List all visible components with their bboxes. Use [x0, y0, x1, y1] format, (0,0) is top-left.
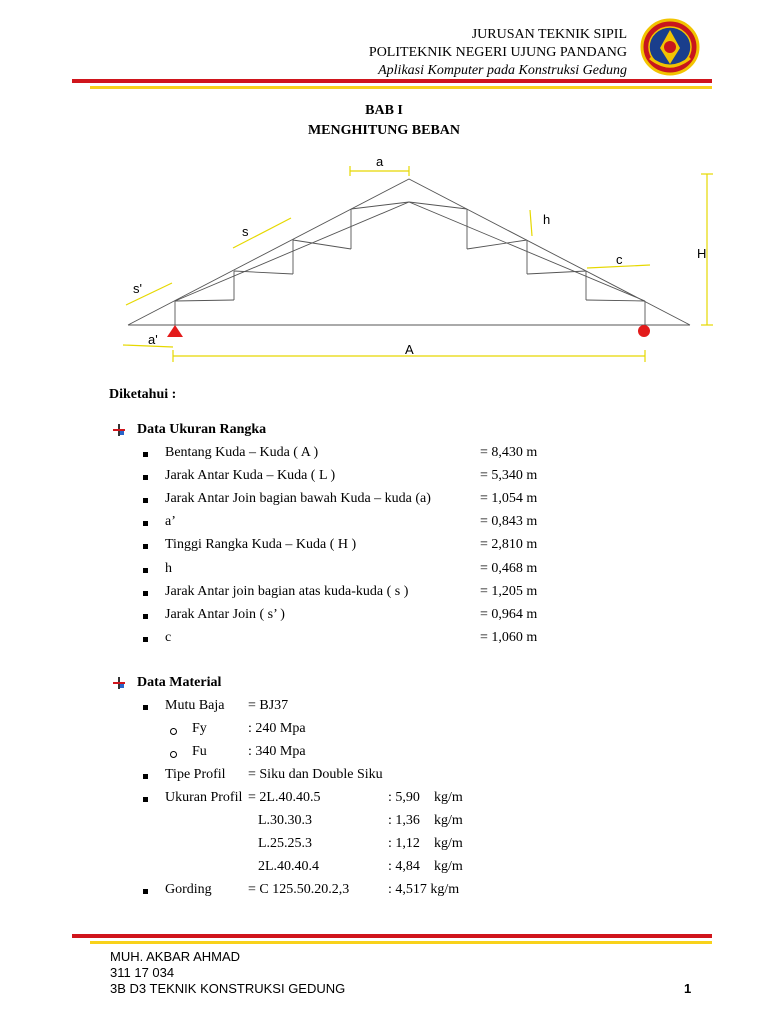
- chapter-title: MENGHITUNG BEBAN: [307, 123, 461, 138]
- list-bullet: [143, 475, 148, 480]
- footer-divider-yellow: [90, 941, 712, 944]
- frame-item-label: a’: [165, 514, 176, 530]
- list-bullet: [143, 797, 148, 802]
- profile-unit: kg/m: [434, 859, 463, 874]
- header-institution: POLITEKNIK NEGERI UJUNG PANDANG: [368, 45, 627, 60]
- profile-unit: kg/m: [434, 836, 463, 851]
- label-H: H: [697, 246, 707, 261]
- label-h: h: [543, 212, 551, 227]
- frame-item-label: c: [165, 629, 172, 645]
- frame-item-label: Tinggi Rangka Kuda – Kuda ( H ): [165, 537, 357, 553]
- sub-bullet: [170, 728, 177, 735]
- frame-item-value: = 5,340 m: [480, 468, 538, 484]
- header-divider-yellow: [90, 86, 712, 89]
- profile-name: = 2L.40.40.5: [248, 790, 321, 805]
- institution-seal-icon: [640, 18, 700, 76]
- profile-name: L.30.30.3: [258, 813, 313, 828]
- page-number: 1: [684, 981, 692, 996]
- profile-weight: : 5,90: [388, 790, 420, 805]
- list-bullet: [143, 889, 148, 894]
- frame-item-value: = 8,430 m: [480, 445, 538, 460]
- section-title-frame: Data Ukuran Rangka: [137, 422, 267, 437]
- list-bullet: [143, 544, 148, 549]
- profile-name: L.25.25.3: [258, 836, 313, 851]
- label-s: s: [242, 224, 249, 239]
- profile-type-value: = Siku dan Double Siku: [248, 767, 383, 782]
- frame-item-label: Jarak Antar Join bagian bawah Kuda – kuda (a): [165, 491, 431, 507]
- frame-item-label: h: [165, 560, 172, 576]
- list-bullet: [143, 591, 148, 596]
- profile-type-label: Tipe Profil: [165, 767, 226, 782]
- purlin-name: = C 125.50.20.2,3: [248, 882, 350, 897]
- footer-author: MUH. AKBAR AHMAD: [110, 949, 241, 964]
- label-a: a: [376, 154, 384, 169]
- frame-item-label: Jarak Antar Kuda – Kuda ( L ): [165, 468, 336, 484]
- frame-item-value: = 0,843 m: [480, 514, 538, 530]
- steel-grade-value: = BJ37: [248, 698, 289, 713]
- frame-item-value: = 0,964 m: [480, 606, 538, 622]
- fy-label: Fy: [192, 721, 207, 736]
- fy-value: : 240 Mpa: [248, 721, 306, 736]
- list-bullet: [143, 705, 148, 710]
- frame-item-value: = 0,468 m: [480, 560, 538, 576]
- list-bullet: [143, 568, 148, 573]
- header-divider-red: [72, 79, 712, 83]
- footer-student-id: 311 17 034: [110, 965, 175, 980]
- fu-label: Fu: [192, 744, 207, 759]
- list-bullet: [143, 452, 148, 457]
- profile-weight: : 1,36: [388, 813, 420, 828]
- section-marker-icon: [113, 424, 125, 436]
- profile-size-label: Ukuran Profil: [165, 790, 243, 805]
- profile-unit: kg/m: [434, 790, 463, 805]
- frame-item-value: = 1,054 m: [480, 491, 538, 507]
- list-bullet: [143, 498, 148, 503]
- frame-item-value: = 1,060 m: [480, 629, 538, 645]
- frame-item-value: = 1,205 m: [480, 583, 538, 599]
- label-c: c: [616, 252, 623, 267]
- footer-program: 3B D3 TEKNIK KONSTRUKSI GEDUNG: [110, 981, 346, 996]
- list-bullet: [143, 614, 148, 619]
- truss-diagram: [95, 152, 720, 377]
- profile-unit: kg/m: [434, 813, 463, 828]
- purlin-label: Gording: [165, 882, 212, 897]
- purlin-weight: : 4,517 kg/m: [388, 882, 460, 897]
- given-label: Diketahui :: [109, 387, 177, 402]
- steel-grade-label: Mutu Baja: [165, 698, 225, 713]
- roller-support-icon: [638, 325, 650, 337]
- list-bullet: [143, 521, 148, 526]
- frame-item-value: = 2,810 m: [480, 537, 538, 553]
- truss-members: [128, 179, 690, 325]
- label-s-prime: s': [133, 281, 142, 296]
- frame-item-label: Jarak Antar join bagian atas kuda-kuda ( s ): [165, 583, 409, 599]
- profile-weight: : 4,84: [388, 859, 420, 874]
- label-a-prime: a': [148, 332, 158, 347]
- section-title-material: Data Material: [137, 675, 222, 690]
- chapter-number: BAB I: [365, 103, 403, 118]
- pin-support-icon: [167, 325, 183, 337]
- frame-item-label: Bentang Kuda – Kuda ( A ): [165, 445, 319, 460]
- fu-value: : 340 Mpa: [248, 744, 306, 759]
- list-bullet: [143, 774, 148, 779]
- section-marker-icon: [113, 677, 125, 689]
- header-course: Aplikasi Komputer pada Konstruksi Gedung: [378, 63, 627, 78]
- label-A: A: [405, 342, 414, 357]
- header-department: JURUSAN TEKNIK SIPIL: [471, 27, 627, 42]
- dimension-lines: [123, 166, 713, 362]
- sub-bullet: [170, 751, 177, 758]
- frame-item-label: Jarak Antar Join ( s’ ): [165, 606, 285, 622]
- profile-name: 2L.40.40.4: [258, 859, 320, 874]
- profile-weight: : 1,12: [388, 836, 420, 851]
- footer-divider-red: [72, 934, 712, 938]
- list-bullet: [143, 637, 148, 642]
